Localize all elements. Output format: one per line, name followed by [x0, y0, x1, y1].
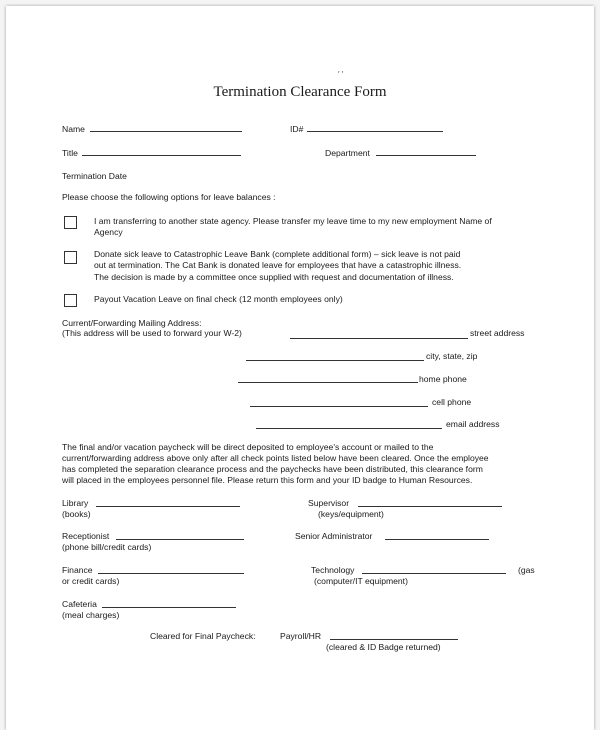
paragraph-line1: The final and/or vacation paycheck will be direct deposited to employee's account or mailed to the — [62, 442, 434, 452]
name-label: Name — [62, 124, 85, 134]
supervisor-label: Supervisor — [308, 498, 350, 508]
option2-text-line3: The decision is made by a committee once supplied with request and documentation of illness. — [94, 272, 454, 282]
technology-label: Technology — [311, 565, 355, 575]
technology-sub: (computer/IT equipment) — [314, 576, 408, 586]
transfer-leave-checkbox[interactable] — [64, 216, 77, 229]
payroll-hr-signature-field[interactable] — [330, 639, 458, 640]
cafeteria-signature-field[interactable] — [102, 607, 236, 608]
finance-sub: or credit cards) — [62, 576, 120, 586]
street-address-label: street address — [470, 328, 525, 338]
option2-text-line1: Donate sick leave to Catastrophic Leave Bank (complete additional form) – sick leave is not paid — [94, 249, 461, 259]
payroll-hr-label: Payroll/HR — [280, 631, 322, 641]
library-label: Library — [62, 498, 89, 508]
paragraph-line4: will placed in the employees personnel file. Please return this form and your ID badge to Human Resources. — [62, 475, 473, 485]
title-field[interactable] — [82, 155, 241, 156]
city-state-zip-label: city, state, zip — [426, 351, 478, 361]
name-field[interactable] — [90, 131, 242, 132]
form-title: Termination Clearance Form — [213, 84, 387, 100]
receptionist-sub: (phone bill/credit cards) — [62, 542, 152, 552]
senior-administrator-label: Senior Administrator — [295, 531, 373, 541]
form-sheet — [6, 6, 594, 730]
supervisor-sub: (keys/equipment) — [318, 509, 384, 519]
department-label: Department — [325, 148, 370, 158]
home-phone-label: home phone — [419, 374, 467, 384]
option2-text-line2: out at termination. The Cat Bank is donated leave for employees that have a catastrophic illness. — [94, 260, 462, 270]
street-address-field[interactable] — [290, 338, 468, 339]
option3-text: Payout Vacation Leave on final check (12 month employees only) — [94, 294, 343, 304]
cafeteria-sub: (meal charges) — [62, 610, 120, 620]
gas-label: (gas — [518, 565, 535, 575]
address-label-line2: (This address will be used to forward your W-2) — [62, 328, 242, 338]
donate-sick-leave-checkbox[interactable] — [64, 251, 77, 264]
technology-signature-field[interactable] — [362, 573, 506, 574]
library-sub: (books) — [62, 509, 91, 519]
header-marks: ′ ′ — [338, 70, 344, 79]
cell-phone-label: cell phone — [432, 397, 472, 407]
cell-phone-field[interactable] — [250, 406, 428, 407]
id-field[interactable] — [307, 131, 443, 132]
paragraph-line2: current/forwarding address above only after all check points listed below have been cleared. Once the employee — [62, 453, 489, 463]
address-label-line1: Current/Forwarding Mailing Address: — [62, 318, 202, 328]
department-field[interactable] — [376, 155, 476, 156]
city-state-zip-field[interactable] — [246, 360, 424, 361]
option1-text-line1: I am transferring to another state agency. Please transfer my leave time to my new employment Name of — [94, 216, 492, 226]
cleared-final-paycheck-label: Cleared for Final Paycheck: — [150, 631, 256, 641]
receptionist-signature-field[interactable] — [116, 539, 244, 540]
title-label: Title — [62, 148, 78, 158]
email-address-field[interactable] — [256, 428, 442, 429]
email-address-label: email address — [446, 419, 500, 429]
receptionist-label: Receptionist — [62, 531, 110, 541]
home-phone-field[interactable] — [238, 382, 418, 383]
leave-prompt: Please choose the following options for leave balances : — [62, 192, 276, 202]
payroll-hr-sub: (cleared & ID Badge returned) — [326, 642, 441, 652]
termination-date-label: Termination Date — [62, 171, 127, 181]
payout-vacation-checkbox[interactable] — [64, 294, 77, 307]
senior-administrator-signature-field[interactable] — [385, 539, 489, 540]
library-signature-field[interactable] — [96, 506, 240, 507]
cafeteria-label: Cafeteria — [62, 599, 97, 609]
id-label: ID# — [290, 124, 304, 134]
finance-signature-field[interactable] — [98, 573, 244, 574]
supervisor-signature-field[interactable] — [358, 506, 502, 507]
paragraph-line3: has completed the separation clearance process and the paychecks have been distributed, this clearance form — [62, 464, 483, 474]
option1-text-line2: Agency — [94, 227, 123, 237]
finance-label: Finance — [62, 565, 93, 575]
